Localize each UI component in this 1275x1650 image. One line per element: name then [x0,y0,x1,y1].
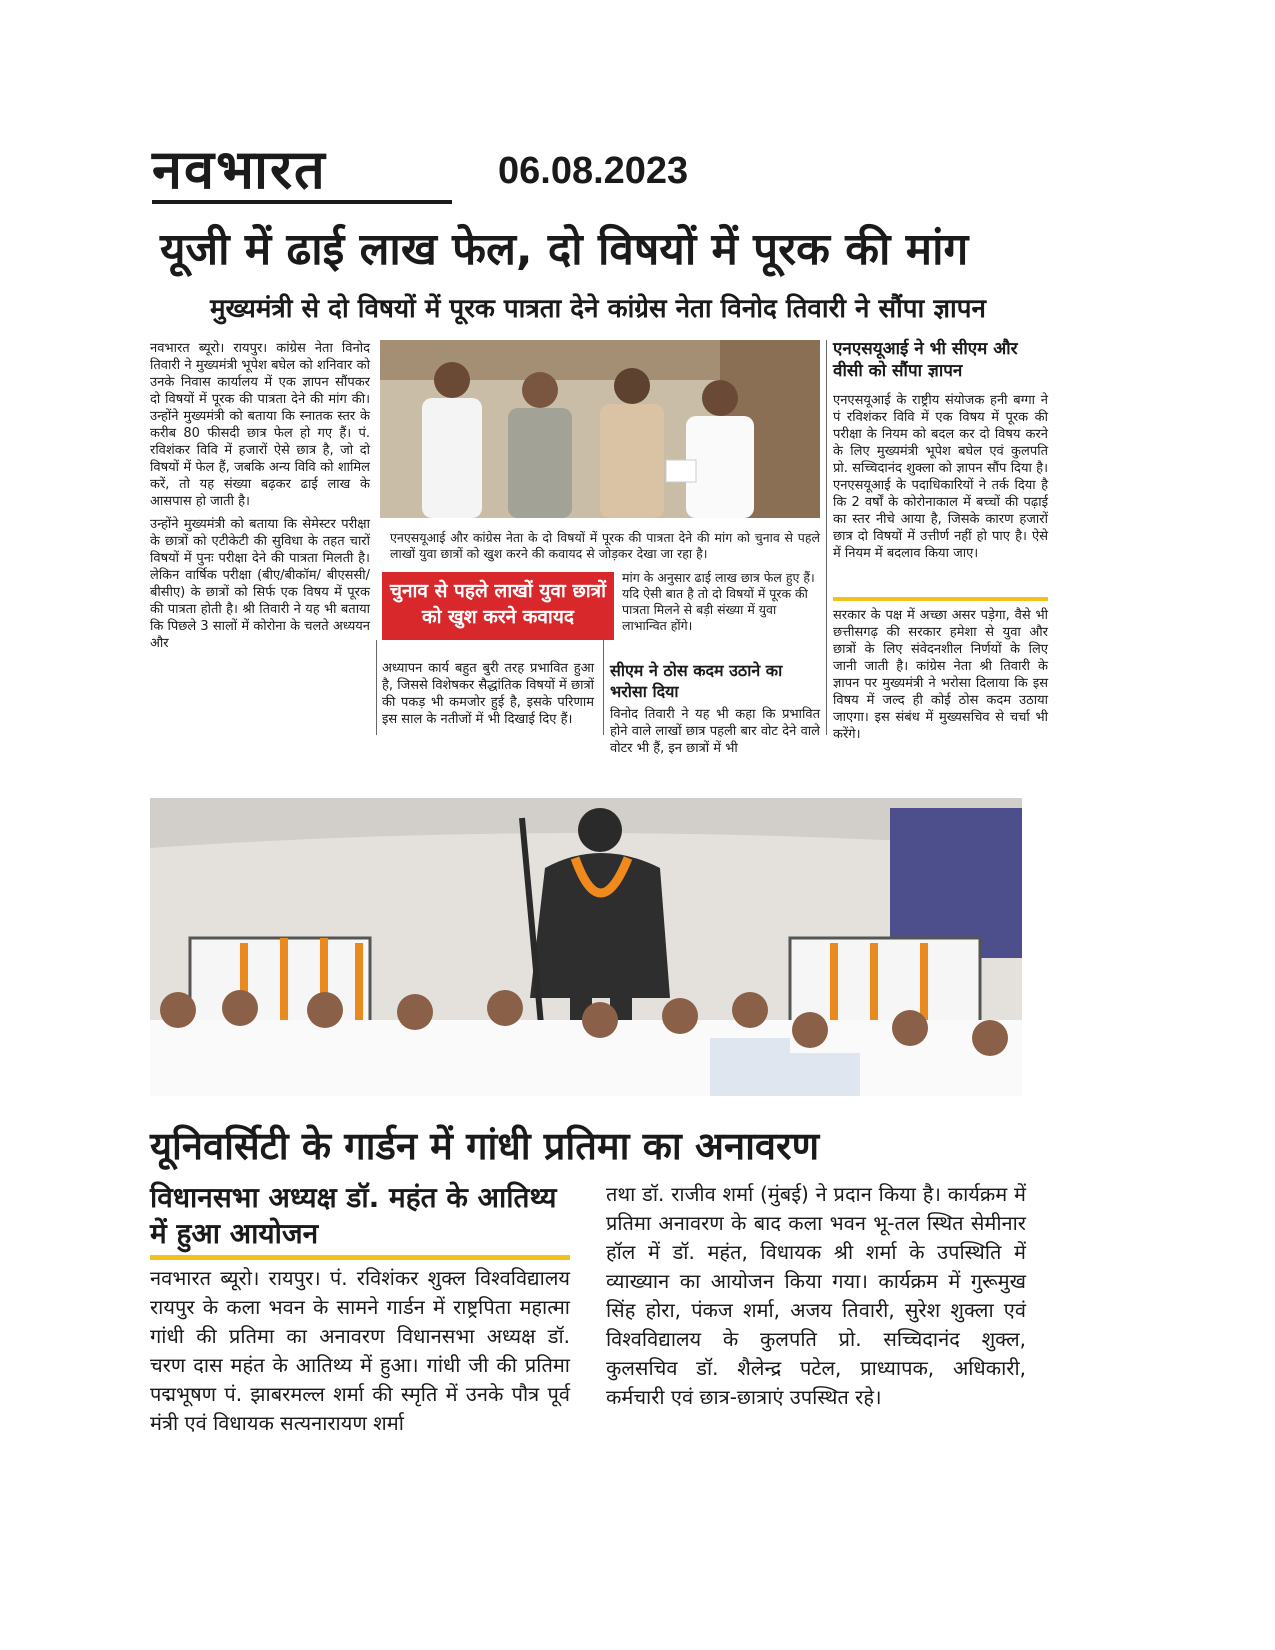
story1-column-3: विनोद तिवारी ने यह भी कहा कि प्रभावित होने वाले लाखों छात्र पहली बार वोट देने वाले वोटर भी हैं, इन छात्रों में भी [610,707,820,756]
nsui-column-text: एनएसयूआई के राष्ट्रीय संयोजक हनी बग्गा ने पं रविशंकर विवि में एक विषय में पूरक की परीक्षा के नियम को बदल कर दो विषय करने के लिए मुख्यमंत्री भूपेश बघेल एवं कुलपति प्रो. सच्चिदानंद शुक्ला को ज्ञापन सौंप दिया है। एनएसयूआई के पदाधिकारियों ने तर्क दिया है कि 2 वर्षों के कोरोनाकाल में बच्चों की पढ़ाई का स्तर नीचे आया है, जिसके कारण हजारों छात्र दो विषयों में उत्तीर्ण नहीं हो पाए है। ऐसे में नियम में बदलाव किया जाए। [833,393,1048,561]
story1-column-1 [150,340,370,658]
column-divider [826,340,827,735]
story2-subheadline: विधानसभा अध्यक्ष डॉ. महंत के आतिथ्य में हुआ आयोजन [150,1181,557,1250]
highlight-box: चुनाव से पहले लाखों युवा छात्रों को खुश करने कवायद [382,572,614,640]
memorandum-photo-illustration [380,340,820,518]
story1-headline: यूजी में ढाई लाख फेल, दो विषयों में पूरक की मांग [160,224,969,275]
story1-photo-caption: एनएसयूआई और कांग्रेस नेता के दो विषयों में पूरक की पात्रता देने की मांग को चुनाव से पहले लाखों युवा छात्रों को खुश करने की कवायद से जोड़कर देखा जा रहा है। [390,530,820,561]
story1-col1-paragraph-2: उन्होंने मुख्यमंत्री को बताया कि सेमेस्टर परीक्षा के छात्रों को एटीकेटी की सुविधा के तहत चारों विषयों में पुनः परीक्षा देने की पात्रता मिलती है। लेकिन वार्षिक परीक्षा (बीए/बीकॉम/ बीएससी/बीसीए) के छात्रों को सिर्फ एक विषय में पूरक की पात्रता होती है। श्री तिवारी ने यह भी बताया कि पिछले 3 सालों में कोरोना के चलते अध्ययन और [150,517,370,651]
statue-unveiling-illustration [150,798,1022,1096]
story1-column-2: अध्यापन कार्य बहुत बुरी तरह प्रभावित हुआ है, जिससे विशेषकर सैद्धांतिक विषयों में छात्रों की पकड़ भी कमजोर हुई है, इसके परिणाम इस साल के नतीजों में भी दिखाई दिए हैं। [382,661,594,727]
story2-column-2: तथा डॉ. राजीव शर्मा (मुंबई) ने प्रदान किया है। कार्यक्रम में प्रतिमा अनावरण के बाद कला भवन भू-तल स्थित सेमीनार हॉल में डॉ. महंत, विधायक श्री शर्मा के उपस्थिति में व्याख्यान का आयोजन किया गया। कार्यक्रम में गुरूमुख सिंह होरा, पंकज शर्मा, अजय तिवारी, सुरेश शुक्ला एवं विश्वविद्यालय के कुलपति प्रो. सच्चिदानंद शुक्ल, कुलसचिव डॉ. शैलेन्द्र पटेल, प्राध्यापक, अधिकारी, कर्मचारी एवं छात्र-छात्राएं उपस्थित रहे। [606,1182,1026,1409]
story1-subheadline: मुख्यमंत्री से दो विषयों में पूरक पात्रता देने कांग्रेस नेता विनोद तिवारी ने सौंपा ज्ञापन [210,294,986,324]
newspaper-masthead: नवभारत [152,140,452,204]
story1-photo [380,340,820,518]
story2-headline: यूनिवर्सिटी के गार्डन में गांधी प्रतिमा का अनावरण [150,1124,820,1168]
gandhi-statue-photo [150,798,1022,1096]
cm-assurance-subheading: सीएम ने ठोस कदम उठाने का भरोसा दिया [610,661,783,701]
edition-date: 06.08.2023 [498,150,689,192]
story1-col1-paragraph-1: नवभारत ब्यूरो। रायपुर। कांग्रेस नेता विनोद तिवारी ने मुख्यमंत्री भूपेश बघेल को शनिवार को उनके निवास कार्यालय में एक ज्ञापन सौंपकर दो विषयों में पूरक की पात्रता देने की मांग की। उन्होंने मुख्यमंत्री को बताया कि स्नातक स्तर के करीब 80 फीसदी छात्र फेल हो गए हैं। पं. रविशंकर विवि में हजारों ऐसे छात्र है, जो दो विषयों में फेल हैं, जबकि अन्य विवि को शामिल करें, तो यह संख्या बढ़कर ढाई लाख के आसपास हो जाती है। [150,341,370,509]
yellow-rule [833,597,1048,601]
highlight-side-text: मांग के अनुसार ढाई लाख छात्र फेल हुए हैं। यदि ऐसी बात है तो दो विषयों में पूरक की पात्रता मिलने से बड़ी संख्या में युवा लाभान्वित होंगे। [622,570,815,633]
yellow-rule [150,1255,570,1260]
column-divider [376,640,377,735]
column-divider [603,640,604,735]
story2-column-1: नवभारत ब्यूरो। रायपुर। पं. रविशंकर शुक्ल विश्वविद्यालय रायपुर के कला भवन के सामने गार्डन में राष्ट्रपिता महात्मा गांधी की प्रतिमा का अनावरण विधानसभा अध्यक्ष डॉ. चरण दास महंत के आतिथ्य में हुआ। गांधी जी की प्रतिमा पद्मभूषण पं. झाबरमल्ल शर्मा की स्मृति में उनके पौत्र पूर्व मंत्री एवं विधायक सत्यनारायण शर्मा [150,1266,570,1435]
story1-column-4: सरकार के पक्ष में अच्छा असर पड़ेगा, वैसे भी छत्तीसगढ़ की सरकार हमेशा से युवा और छात्रों के लिए संवेदनशील निर्णयों के लिए जानी जाती है। कांग्रेस नेता श्री तिवारी के ज्ञापन पर मुख्यमंत्री ने भरोसा दिलाया कि इस विषय में जल्द ही कोई ठोस कदम उठाया जाएगा। इस संबंध में मुख्यसचिव से चर्चा भी करेंगे। [833,608,1048,742]
nsui-subheading: एनएसयूआई ने भी सीएम और वीसी को सौंपा ज्ञापन [833,339,1018,381]
